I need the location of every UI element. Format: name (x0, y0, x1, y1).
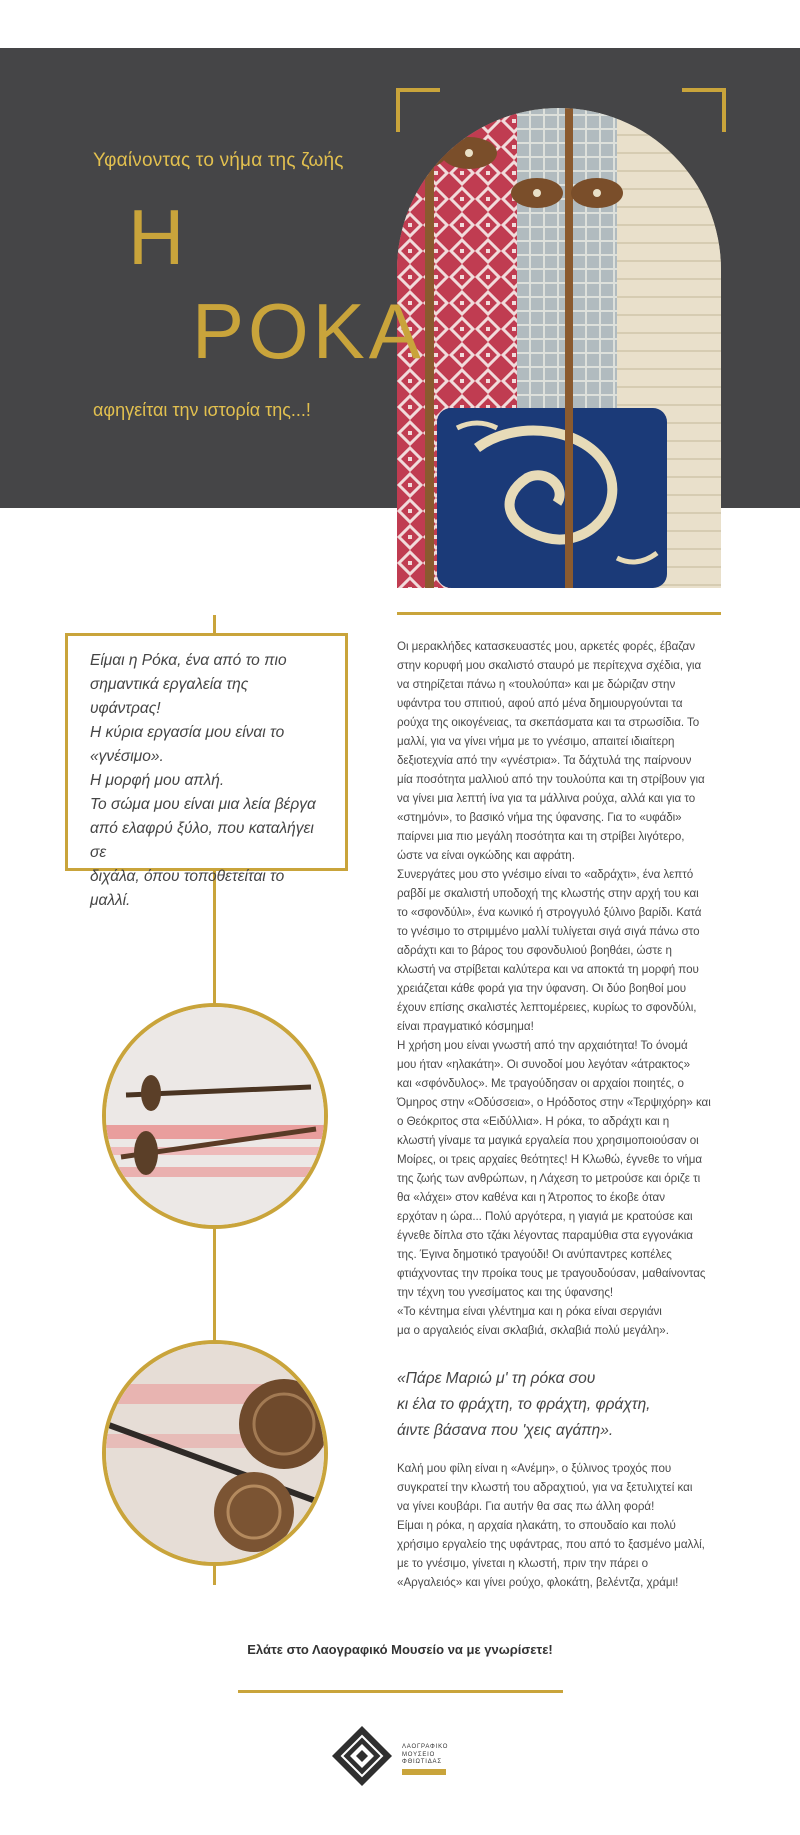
text-line: της. Έγινα δημοτικό τραγούδι! Οι ανύπαντρες κοπέλες (397, 1248, 672, 1261)
bottom-divider-rule (238, 1690, 563, 1693)
text-line: έγνεθε δίπλα στο τζάκι λέγοντας παραμύθια στα εγγονάκια (397, 1229, 693, 1242)
museum-invitation: Ελάτε στο Λαογραφικό Μουσείο να με γνωρίσετε! (247, 1642, 553, 1657)
text-line: ραβδί με σκαλιστή υποδοχή της κλωστής στην αρχή του και (397, 887, 699, 900)
logo-underline (402, 1769, 446, 1775)
quote-line: από ελαφρύ ξύλο, που καταλήγει σε (90, 820, 314, 861)
hero-tagline: αφηγείται την ιστορία της...! (93, 400, 311, 420)
song-line: κι έλα το φράχτη, το φράχτη, φράχτη, (397, 1396, 651, 1413)
page-title: ΡΟΚΑ (192, 287, 425, 375)
text-line: είναι πραγματικό κόσμημα! (397, 1020, 534, 1033)
quote-line: «γνέσιμο». (90, 748, 164, 765)
title-article: Η (128, 193, 186, 281)
text-line: μου ήταν «ηλακάτη». Οι συνοδοί μου λεγόταν «άτρακτος» (397, 1058, 690, 1071)
text-line: την τέχνη του γνεσίματος και της ύφανσης! (397, 1286, 614, 1299)
text-line: χρήσιμο εργαλείο της υφάντρας, που από το ξασμένο μαλλί, (397, 1538, 705, 1551)
quote-line: Η μορφή μου απλή. (90, 772, 225, 789)
song-line: άιντε βάσανα που 'χεις αγάπη». (397, 1422, 614, 1439)
text-line: μαλλί, για να γίνει νήμα με το γνέσιμο, απαιτεί ιδιαίτερη (397, 735, 675, 748)
distaff-photo (397, 108, 721, 588)
text-line: με το γνέσιμο, γίνεται η κλωστή, πριν την πάρει ο (397, 1557, 649, 1570)
text-line: κλωστή να στρίβεται καλύτερα και να αποκτά τη μορφή που (397, 963, 699, 976)
text-line: θα «λάχει» στον καθένα και η Άτροπος το έκοβε όταν (397, 1191, 665, 1204)
whorl-photo-circle (102, 1340, 328, 1566)
text-line: δεξιοτεχνία από την «γνέστρια». Τα δάχτυλά της παίρνουν (397, 754, 692, 767)
text-line: υφάντρα του σπιτιού, αφού από μένα δημιουργούνται τα (397, 697, 683, 710)
text-line: φτιάχνοντας την προίκα τους με τραγουδούσαν, μαθαίνοντας (397, 1267, 706, 1280)
corner-bracket-right (682, 88, 726, 132)
text-line: κλωστή γίναμε τα μαγικά εργαλεία που χρησιμοποιούσαν οι (397, 1134, 699, 1147)
text-line: Μοίρες, οι τρεις αρχαίες θεότητες! Η Κλωθώ, έγνεθε το νήμα (397, 1153, 703, 1166)
quote-line: διχάλα, όπου τοποθετείται το μαλλί. (90, 868, 285, 909)
text-line: χρειάζεται κάθε φορά για την ύφανση. Οι δύο βοηθοί μου (397, 982, 687, 995)
corner-bracket-left (396, 88, 440, 132)
diamond-pattern-icon (332, 1726, 392, 1786)
text-line: Καλή μου φίλη είναι η «Ανέμη», ο ξύλινος τροχός που (397, 1462, 672, 1475)
intro-quote-box (65, 633, 348, 909)
quote-line: Είμαι η Ρόκα, ένα από το πιο (90, 652, 287, 669)
text-line: μία ποσότητα μαλλιού από την τουλούπα και τη στρίβουν για (397, 773, 705, 786)
text-line: Είμαι η ρόκα, η αρχαία ηλακάτη, το σπουδαίο και πολύ (397, 1519, 676, 1532)
text-line: να στηρίζεται πάνω η «τουλούπα» και με δώριζαν στην (397, 678, 676, 691)
hero-subtitle: Υφαίνοντας το νήμα της ζωής (93, 150, 344, 171)
logo-line: ΦΘΙΩΤΙΔΑΣ (402, 1759, 442, 1765)
text-line: «Αργαλειός» και γίνει ρούχο, φλοκάτη, βελέντζα, χράμι! (397, 1576, 679, 1589)
text-line: της ζωής των ανθρώπων, η Λάχεση το μετρούσε και όριζε τι (397, 1172, 701, 1185)
text-line: συγκρατεί την κλωστή του αδραχτιού, για να ξετυλιχτεί και (397, 1481, 693, 1494)
text-line: έχουν επίσης σκαλιστές λεπτομέρειες, κυρίως το σφονδύλι, (397, 1001, 697, 1014)
text-line: το «σφονδύλι», ένα κωνικό ή στρογγυλό ξύλινο βαρίδι. Κατά (397, 906, 702, 919)
text-line: ερχόταν η ώρα... Πολύ αργότερα, η γιαγιά με κρατούσε και (397, 1210, 693, 1223)
story-text (397, 637, 722, 1340)
museum-logo (332, 1726, 472, 1786)
spindle-illustration (106, 1007, 324, 1225)
text-line: Η χρήση μου είναι γνωστή από την αρχαιότητα! Το όνομά (397, 1039, 688, 1052)
text-line: «Το κέντημα είναι γλέντημα και η ρόκα είναι σεργιάνι (397, 1305, 662, 1318)
text-line: ρούχα της οικογένειας, τα σκεπάσματα και τα στρωσίδια. Το (397, 716, 700, 729)
folk-song-quote (397, 1366, 727, 1444)
distaff-illustration (397, 108, 721, 588)
divider-rule (397, 612, 721, 615)
quote-line: Η κύρια εργασία μου είναι το (90, 724, 285, 741)
text-line: στην κορυφή μου σκαλιστό σταυρό με περίτεχνα σχέδια, για (397, 659, 702, 672)
whorl-illustration (106, 1344, 324, 1562)
text-line: Όμηρος στην «Οδύσσεια», ο Ηρόδοτος στην «Τερψιχόρη» και (397, 1096, 711, 1109)
text-line: αδράχτι και το βάρος του σφονδυλιού βοηθάει, ώστε η (397, 944, 672, 957)
song-line: «Πάρε Μαριώ μ' τη ρόκα σου (397, 1370, 596, 1387)
logo-text (402, 1744, 448, 1767)
text-line: το γνέσιμο το στριμμένο μαλλί τυλίγεται σιγά σιγά πάνω στο (397, 925, 700, 938)
text-line: να γίνει μια λεπτή ίνα για τα μάλλινα ρούχα, αλλά και για το (397, 792, 696, 805)
text-line: Συνεργάτες μου στο γνέσιμο είναι το «αδράχτι», ένα λεπτό (397, 868, 694, 881)
closing-text (397, 1459, 722, 1592)
text-line: Οι μερακλήδες κατασκευαστές μου, αρκετές φορές, έβαζαν (397, 640, 695, 653)
logo-line: ΛΑΟΓΡΑΦΙΚΟ (402, 1744, 449, 1750)
text-line: μα ο αργαλειός είναι σκλαβιά, σκλαβιά πολύ μεγάλη». (397, 1324, 669, 1337)
spindle-photo-circle (102, 1003, 328, 1229)
quote-line: Το σώμα μου είναι μια λεία βέργα (90, 796, 316, 813)
logo-line: ΜΟΥΣΕΙΟ (402, 1751, 436, 1758)
text-line: ο Θεόκριτος στα «Ειδύλλια». Η ρόκα, το αδράχτι και η (397, 1115, 670, 1128)
text-line: και «σφόνδυλος». Με τραγούδησαν οι αρχαίοι ποιητές, ο (397, 1077, 684, 1090)
text-line: παίρνει μια πιο μεγάλη ποσότητα και τη στρίβει λιγότερο, (397, 830, 685, 843)
text-line: «στημόνι», το βασικό νήμα της ύφανσης. Για το «υφάδι» (397, 811, 682, 824)
quote-line: σημαντικά εργαλεία της υφάντρας! (90, 676, 249, 717)
text-line: να γίνει κουβάρι. Για αυτήν θα σας πω άλλη φορά! (397, 1500, 655, 1513)
text-line: ώστε να είναι ογκώδης και αφράτη. (397, 849, 575, 862)
